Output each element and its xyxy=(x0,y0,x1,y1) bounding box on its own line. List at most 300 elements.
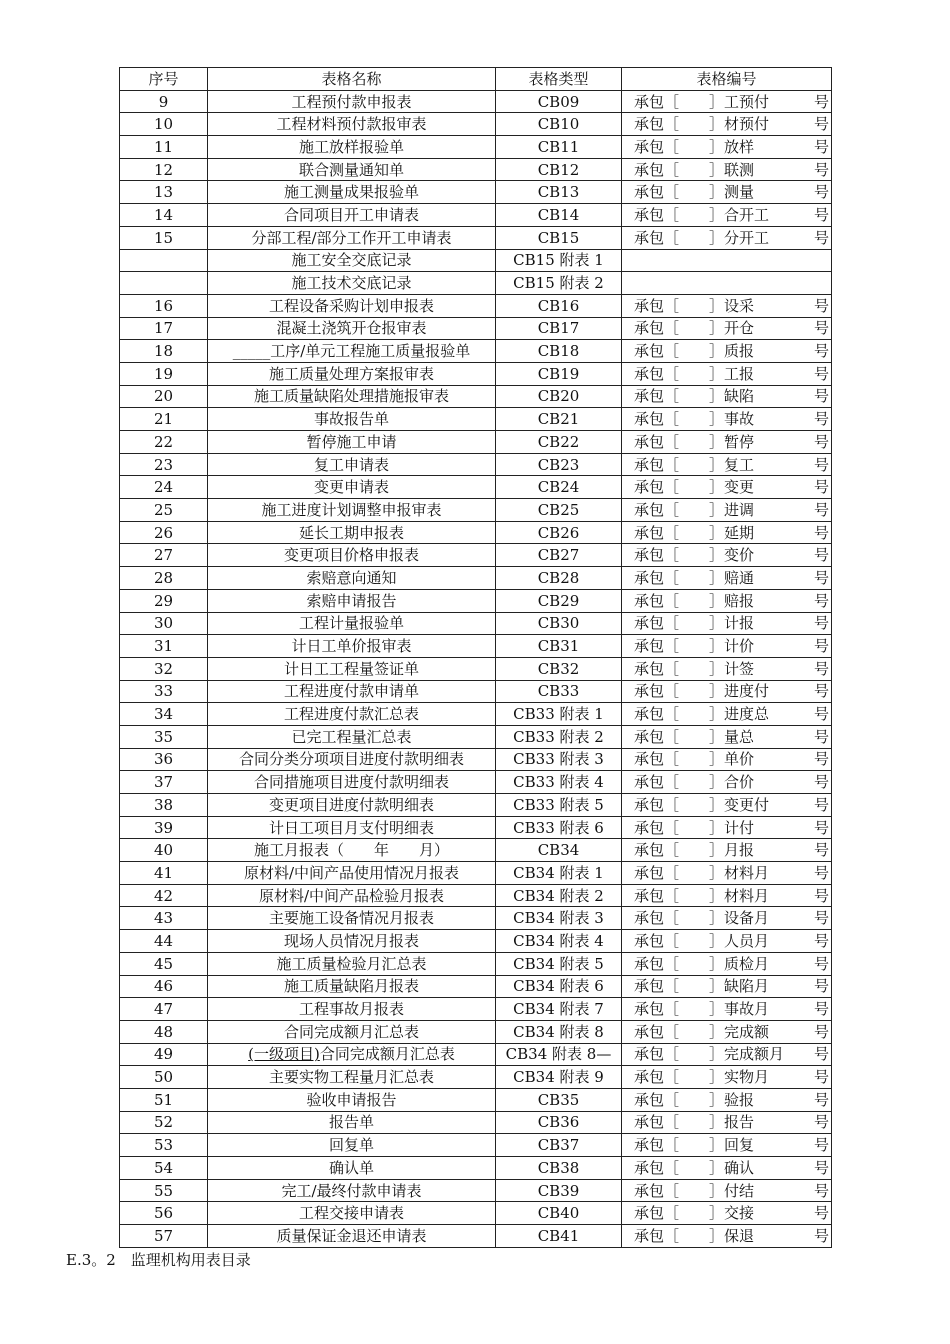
table-row xyxy=(120,431,832,454)
cell-form-type: CB33 附表 6 xyxy=(496,816,622,839)
table-body xyxy=(120,90,832,1247)
cell-form-name xyxy=(208,1043,496,1066)
form-code-wrapper xyxy=(622,954,831,974)
cell-form-name: 合同分类分项项目进度付款明细表 xyxy=(208,748,496,771)
cell-form-name: 计日工单价报审表 xyxy=(208,635,496,658)
cell-form-name: 合同措施项目进度付款明细表 xyxy=(208,771,496,794)
form-code-wrapper xyxy=(622,795,831,815)
form-code-suffix: 号 xyxy=(813,931,829,950)
table-row xyxy=(120,340,832,363)
cell-form-code xyxy=(622,1157,832,1180)
form-code-wrapper xyxy=(622,455,831,475)
cell-form-name: 已完工程量汇总表 xyxy=(208,725,496,748)
form-code-suffix: 号 xyxy=(813,478,829,497)
table-row xyxy=(120,521,832,544)
cell-form-name: 变更项目进度付款明细表 xyxy=(208,794,496,817)
form-code-suffix: 号 xyxy=(813,682,829,701)
table-row xyxy=(120,1066,832,1089)
cell-form-code xyxy=(622,453,832,476)
cell-form-code xyxy=(622,725,832,748)
cell-serial-no: 32 xyxy=(120,657,208,680)
cell-form-name: 工程进度付款申请单 xyxy=(208,680,496,703)
cell-form-name: 主要施工设备情况月报表 xyxy=(208,907,496,930)
form-code-suffix: 号 xyxy=(813,705,829,724)
cell-form-type: CB36 xyxy=(496,1111,622,1134)
form-code-wrapper xyxy=(622,386,831,406)
cell-serial-no: 49 xyxy=(120,1043,208,1066)
form-code-suffix: 号 xyxy=(813,818,829,837)
table-header-row xyxy=(120,68,832,91)
cell-form-type: CB11 xyxy=(496,136,622,159)
cell-form-name: 回复单 xyxy=(208,1134,496,1157)
form-code-wrapper xyxy=(622,432,831,452)
cell-form-name: 施工放样报验单 xyxy=(208,136,496,159)
cell-serial-no: 50 xyxy=(120,1066,208,1089)
table-row xyxy=(120,1020,832,1043)
table-row xyxy=(120,408,832,431)
form-code-suffix: 号 xyxy=(813,909,829,928)
cell-form-type: CB12 xyxy=(496,158,622,181)
table-row xyxy=(120,907,832,930)
table-row xyxy=(120,930,832,953)
cell-form-name: 施工技术交底记录 xyxy=(208,272,496,295)
form-code-wrapper xyxy=(622,205,831,225)
cell-serial-no: 11 xyxy=(120,136,208,159)
form-code-wrapper xyxy=(622,1112,831,1132)
form-code-prefix: 承包［ ］完成额 xyxy=(634,1022,770,1041)
cell-form-code xyxy=(622,907,832,930)
cell-form-name: 施工质量缺陷处理措施报审表 xyxy=(208,385,496,408)
cell-form-name: 施工质量缺陷月报表 xyxy=(208,975,496,998)
cell-serial-no: 22 xyxy=(120,431,208,454)
cell-form-code xyxy=(622,930,832,953)
table-row xyxy=(120,1157,832,1180)
cell-serial-no: 37 xyxy=(120,771,208,794)
cell-form-name: 合同项目开工申请表 xyxy=(208,204,496,227)
cell-form-type: CB34 附表 9 xyxy=(496,1066,622,1089)
form-code-suffix: 号 xyxy=(813,863,829,882)
form-code-prefix: 承包［ ］量总 xyxy=(634,727,755,746)
form-code-suffix: 号 xyxy=(813,727,829,746)
cell-serial-no: 17 xyxy=(120,317,208,340)
table-row xyxy=(120,226,832,249)
form-code-prefix: 承包［ ］月报 xyxy=(634,841,755,860)
cell-serial-no: 12 xyxy=(120,158,208,181)
cell-form-name: 验收申请报告 xyxy=(208,1088,496,1111)
table-row xyxy=(120,1225,832,1248)
cell-form-code xyxy=(622,521,832,544)
cell-form-type: CB15 附表 1 xyxy=(496,249,622,272)
cell-form-code xyxy=(622,771,832,794)
cell-form-name: 变更申请表 xyxy=(208,476,496,499)
cell-serial-no: 15 xyxy=(120,226,208,249)
form-code-prefix: 承包［ ］复工 xyxy=(634,455,755,474)
cell-serial-no: 34 xyxy=(120,703,208,726)
form-code-prefix: 承包［ ］进度付 xyxy=(634,682,770,701)
cell-form-code xyxy=(622,1043,832,1066)
cell-serial-no: 25 xyxy=(120,499,208,522)
form-code-prefix: 承包［ ］工报 xyxy=(634,364,755,383)
cell-serial-no: 52 xyxy=(120,1111,208,1134)
table-row xyxy=(120,1202,832,1225)
cell-serial-no: 46 xyxy=(120,975,208,998)
cell-form-type: CB17 xyxy=(496,317,622,340)
cell-form-code xyxy=(622,952,832,975)
cell-form-name: 工程材料预付款报审表 xyxy=(208,113,496,136)
cell-form-type: CB29 xyxy=(496,589,622,612)
cell-form-type: CB38 xyxy=(496,1157,622,1180)
table-row xyxy=(120,748,832,771)
cell-form-code xyxy=(622,1088,832,1111)
cell-form-code xyxy=(622,1134,832,1157)
form-code-wrapper xyxy=(622,228,831,248)
cell-form-code xyxy=(622,1111,832,1134)
form-code-suffix: 号 xyxy=(813,886,829,905)
cell-serial-no: 57 xyxy=(120,1225,208,1248)
cell-form-code xyxy=(622,499,832,522)
form-code-prefix: 承包［ ］计签 xyxy=(634,659,755,678)
cell-serial-no: 13 xyxy=(120,181,208,204)
cell-form-type: CB21 xyxy=(496,408,622,431)
cell-form-code xyxy=(622,612,832,635)
form-name-text: 合同完成额月汇总表 xyxy=(319,1045,455,1064)
table-row xyxy=(120,544,832,567)
form-code-prefix: 承包［ ］测量 xyxy=(634,183,755,202)
table-row xyxy=(120,589,832,612)
form-code-prefix: 承包［ ］变更 xyxy=(634,478,755,497)
cell-form-name: 索赔申请报告 xyxy=(208,589,496,612)
form-code-wrapper xyxy=(622,1090,831,1110)
cell-form-name: 施工进度计划调整申报审表 xyxy=(208,499,496,522)
form-code-wrapper xyxy=(622,568,831,588)
cell-form-code xyxy=(622,544,832,567)
cell-form-type: CB23 xyxy=(496,453,622,476)
form-code-prefix: 承包［ ］变更付 xyxy=(634,795,770,814)
form-code-wrapper xyxy=(622,92,831,112)
form-code-suffix: 号 xyxy=(813,296,829,315)
form-code-suffix: 号 xyxy=(813,795,829,814)
cell-form-name: 混凝土浇筑开仓报审表 xyxy=(208,317,496,340)
cell-form-name: 施工质量处理方案报审表 xyxy=(208,362,496,385)
cell-serial-no: 53 xyxy=(120,1134,208,1157)
cell-form-type: CB32 xyxy=(496,657,622,680)
form-code-prefix: 承包［ ］交接 xyxy=(634,1204,755,1223)
cell-form-type: CB34 附表 8 xyxy=(496,1020,622,1043)
form-code-wrapper xyxy=(622,613,831,633)
form-code-suffix: 号 xyxy=(813,1113,829,1132)
form-code-wrapper xyxy=(622,999,831,1019)
cell-form-code xyxy=(622,362,832,385)
cell-form-name: 主要实物工程量月汇总表 xyxy=(208,1066,496,1089)
cell-form-code xyxy=(622,794,832,817)
cell-form-type: CB40 xyxy=(496,1202,622,1225)
cell-form-type: CB34 附表 1 xyxy=(496,862,622,885)
cell-serial-no: 29 xyxy=(120,589,208,612)
form-code-wrapper xyxy=(622,114,831,134)
cell-form-type: CB27 xyxy=(496,544,622,567)
form-code-prefix: 承包［ ］回复 xyxy=(634,1136,755,1155)
cell-form-name: 施工月报表（ 年 月） xyxy=(208,839,496,862)
form-code-suffix: 号 xyxy=(813,115,829,134)
form-code-suffix: 号 xyxy=(813,523,829,542)
cell-form-type: CB25 xyxy=(496,499,622,522)
form-code-prefix: 承包［ ］进度总 xyxy=(634,705,770,724)
form-code-prefix: 承包［ ］质检月 xyxy=(634,954,770,973)
form-code-suffix: 号 xyxy=(813,1204,829,1223)
cell-serial-no: 33 xyxy=(120,680,208,703)
cell-form-name: 确认单 xyxy=(208,1157,496,1180)
form-code-suffix: 号 xyxy=(813,614,829,633)
cell-form-type: CB22 xyxy=(496,431,622,454)
cell-form-code xyxy=(622,340,832,363)
cell-form-type: CB34 附表 8— xyxy=(496,1043,622,1066)
cell-serial-no: 16 xyxy=(120,294,208,317)
form-code-prefix: 承包［ ］合价 xyxy=(634,773,755,792)
cell-form-type: CB26 xyxy=(496,521,622,544)
form-code-suffix: 号 xyxy=(813,319,829,338)
cell-form-type: CB41 xyxy=(496,1225,622,1248)
form-code-prefix: 承包［ ］延期 xyxy=(634,523,755,542)
form-code-wrapper xyxy=(622,591,831,611)
table-row xyxy=(120,771,832,794)
cell-form-name: 计日工项目月支付明细表 xyxy=(208,816,496,839)
form-code-prefix: 承包［ ］缺陷月 xyxy=(634,977,770,996)
table-row xyxy=(120,680,832,703)
form-code-wrapper xyxy=(622,681,831,701)
cell-form-name: _____工序/单元工程施工质量报验单 xyxy=(208,340,496,363)
form-code-suffix: 号 xyxy=(813,773,829,792)
form-code-wrapper xyxy=(622,182,831,202)
cell-form-type: CB31 xyxy=(496,635,622,658)
cell-form-name: 报告单 xyxy=(208,1111,496,1134)
cell-form-code xyxy=(622,249,832,272)
form-code-wrapper xyxy=(622,160,831,180)
form-code-wrapper xyxy=(622,409,831,429)
cell-serial-no: 28 xyxy=(120,567,208,590)
form-code-suffix: 号 xyxy=(813,205,829,224)
cell-serial-no: 9 xyxy=(120,90,208,113)
form-code-wrapper xyxy=(622,1158,831,1178)
form-code-suffix: 号 xyxy=(813,1136,829,1155)
form-code-prefix: 承包［ ］事故月 xyxy=(634,1000,770,1019)
form-code-prefix: 承包［ ］材料月 xyxy=(634,886,770,905)
form-code-prefix: 承包［ ］联测 xyxy=(634,160,755,179)
form-code-wrapper xyxy=(622,1203,831,1223)
cell-form-type: CB14 xyxy=(496,204,622,227)
table-row xyxy=(120,362,832,385)
cell-form-name: 工程进度付款汇总表 xyxy=(208,703,496,726)
cell-serial-no xyxy=(120,272,208,295)
cell-form-type: CB33 附表 3 xyxy=(496,748,622,771)
form-code-suffix: 号 xyxy=(813,1090,829,1109)
table-row xyxy=(120,113,832,136)
table-row xyxy=(120,249,832,272)
form-code-suffix: 号 xyxy=(813,342,829,361)
table-row xyxy=(120,453,832,476)
form-code-prefix: 承包［ ］付结 xyxy=(634,1181,755,1200)
form-code-wrapper xyxy=(622,1044,831,1064)
cell-form-name: 完工/最终付款申请表 xyxy=(208,1179,496,1202)
table-row xyxy=(120,272,832,295)
cell-form-type: CB39 xyxy=(496,1179,622,1202)
form-code-suffix: 号 xyxy=(813,591,829,610)
form-code-suffix: 号 xyxy=(813,137,829,156)
cell-form-type: CB18 xyxy=(496,340,622,363)
cell-serial-no: 42 xyxy=(120,884,208,907)
cell-form-code xyxy=(622,862,832,885)
form-code-suffix: 号 xyxy=(813,387,829,406)
form-code-wrapper xyxy=(622,1022,831,1042)
cell-serial-no: 48 xyxy=(120,1020,208,1043)
cell-form-name: 联合测量通知单 xyxy=(208,158,496,181)
table-row xyxy=(120,862,832,885)
cell-form-name: 原材料/中间产品检验月报表 xyxy=(208,884,496,907)
cell-form-code xyxy=(622,226,832,249)
cell-serial-no: 30 xyxy=(120,612,208,635)
form-code-suffix: 号 xyxy=(813,1181,829,1200)
form-code-prefix: 承包［ ］质报 xyxy=(634,342,755,361)
cell-form-code xyxy=(622,975,832,998)
cell-serial-no: 24 xyxy=(120,476,208,499)
form-code-prefix: 承包［ ］确认 xyxy=(634,1158,755,1177)
form-code-suffix: 号 xyxy=(813,1158,829,1177)
cell-serial-no: 23 xyxy=(120,453,208,476)
table-row xyxy=(120,1111,832,1134)
cell-form-type: CB34 附表 7 xyxy=(496,998,622,1021)
form-code-suffix: 号 xyxy=(813,92,829,111)
form-code-wrapper xyxy=(622,931,831,951)
cell-serial-no: 51 xyxy=(120,1088,208,1111)
cell-form-code xyxy=(622,748,832,771)
cell-serial-no: 54 xyxy=(120,1157,208,1180)
form-code-prefix: 承包［ ］放样 xyxy=(634,137,755,156)
form-code-prefix: 承包［ ］计报 xyxy=(634,614,755,633)
form-code-suffix: 号 xyxy=(813,432,829,451)
table-row xyxy=(120,884,832,907)
cell-form-type: CB15 附表 2 xyxy=(496,272,622,295)
cell-form-type: CB28 xyxy=(496,567,622,590)
form-code-wrapper xyxy=(622,727,831,747)
form-code-wrapper xyxy=(622,886,831,906)
cell-form-code xyxy=(622,1066,832,1089)
form-code-wrapper xyxy=(622,976,831,996)
form-code-prefix: 承包［ ］变价 xyxy=(634,546,755,565)
form-code-wrapper xyxy=(622,659,831,679)
cell-form-code xyxy=(622,1020,832,1043)
cell-form-code xyxy=(622,884,832,907)
form-code-wrapper xyxy=(622,500,831,520)
cell-form-name: 工程预付款申报表 xyxy=(208,90,496,113)
cell-form-code xyxy=(622,272,832,295)
cell-form-type: CB34 附表 5 xyxy=(496,952,622,975)
form-code-prefix: 承包［ ］完成额月 xyxy=(634,1045,785,1064)
cell-form-type: CB34 附表 2 xyxy=(496,884,622,907)
cell-form-code xyxy=(622,998,832,1021)
form-code-suffix: 号 xyxy=(813,364,829,383)
table-row xyxy=(120,385,832,408)
cell-form-type: CB16 xyxy=(496,294,622,317)
form-code-wrapper xyxy=(622,840,831,860)
form-code-wrapper xyxy=(622,749,831,769)
cell-serial-no: 45 xyxy=(120,952,208,975)
form-code-suffix: 号 xyxy=(813,1000,829,1019)
form-code-prefix: 承包［ ］工预付 xyxy=(634,92,770,111)
form-code-suffix: 号 xyxy=(813,1045,829,1064)
cell-form-code xyxy=(622,680,832,703)
form-code-suffix: 号 xyxy=(813,1226,829,1245)
table-row xyxy=(120,136,832,159)
form-code-prefix: 承包［ ］材预付 xyxy=(634,115,770,134)
cell-serial-no: 40 xyxy=(120,839,208,862)
form-code-wrapper xyxy=(622,1181,831,1201)
table-row xyxy=(120,567,832,590)
form-code-wrapper xyxy=(622,863,831,883)
form-code-prefix: 承包［ ］材料月 xyxy=(634,863,770,882)
form-code-wrapper xyxy=(622,704,831,724)
form-code-prefix: 承包［ ］计付 xyxy=(634,818,755,837)
table-row xyxy=(120,1179,832,1202)
table-row xyxy=(120,476,832,499)
form-code-prefix: 承包［ ］缺陷 xyxy=(634,387,755,406)
form-name-prefix: (一级项目) xyxy=(248,1045,320,1064)
cell-form-code xyxy=(622,431,832,454)
form-code-prefix: 承包［ ］开仓 xyxy=(634,319,755,338)
table-row xyxy=(120,499,832,522)
header-form-type: 表格类型 xyxy=(496,68,622,91)
table-row xyxy=(120,998,832,1021)
cell-serial-no: 10 xyxy=(120,113,208,136)
form-code-prefix: 承包［ ］报告 xyxy=(634,1113,755,1132)
cell-form-code xyxy=(622,816,832,839)
cell-form-name: 复工申请表 xyxy=(208,453,496,476)
cell-form-code xyxy=(622,1202,832,1225)
cell-form-code xyxy=(622,1179,832,1202)
form-code-suffix: 号 xyxy=(813,410,829,429)
header-form-name: 表格名称 xyxy=(208,68,496,91)
form-code-suffix: 号 xyxy=(813,568,829,587)
form-code-suffix: 号 xyxy=(813,637,829,656)
form-code-wrapper xyxy=(622,908,831,928)
cell-form-name: 现场人员情况月报表 xyxy=(208,930,496,953)
cell-form-code xyxy=(622,567,832,590)
form-code-suffix: 号 xyxy=(813,1022,829,1041)
form-code-prefix: 承包［ ］暂停 xyxy=(634,432,755,451)
cell-form-code xyxy=(622,204,832,227)
cell-form-name: 工程计量报验单 xyxy=(208,612,496,635)
cell-form-name: 工程设备采购计划申报表 xyxy=(208,294,496,317)
cell-form-code xyxy=(622,703,832,726)
table-row xyxy=(120,725,832,748)
form-code-prefix: 承包［ ］进调 xyxy=(634,500,755,519)
cell-serial-no: 43 xyxy=(120,907,208,930)
cell-form-type: CB20 xyxy=(496,385,622,408)
form-code-suffix: 号 xyxy=(813,1068,829,1087)
table-row xyxy=(120,657,832,680)
form-code-suffix: 号 xyxy=(813,750,829,769)
table-row xyxy=(120,612,832,635)
form-code-wrapper xyxy=(622,341,831,361)
form-catalog-table xyxy=(119,67,832,1248)
cell-form-type: CB10 xyxy=(496,113,622,136)
cell-form-name: 分部工程/部分工作开工申请表 xyxy=(208,226,496,249)
cell-serial-no: 55 xyxy=(120,1179,208,1202)
cell-form-code xyxy=(622,113,832,136)
cell-form-code xyxy=(622,317,832,340)
cell-form-name: 质量保证金退还申请表 xyxy=(208,1225,496,1248)
cell-form-type: CB33 附表 2 xyxy=(496,725,622,748)
cell-form-type: CB33 附表 1 xyxy=(496,703,622,726)
cell-serial-no: 27 xyxy=(120,544,208,567)
